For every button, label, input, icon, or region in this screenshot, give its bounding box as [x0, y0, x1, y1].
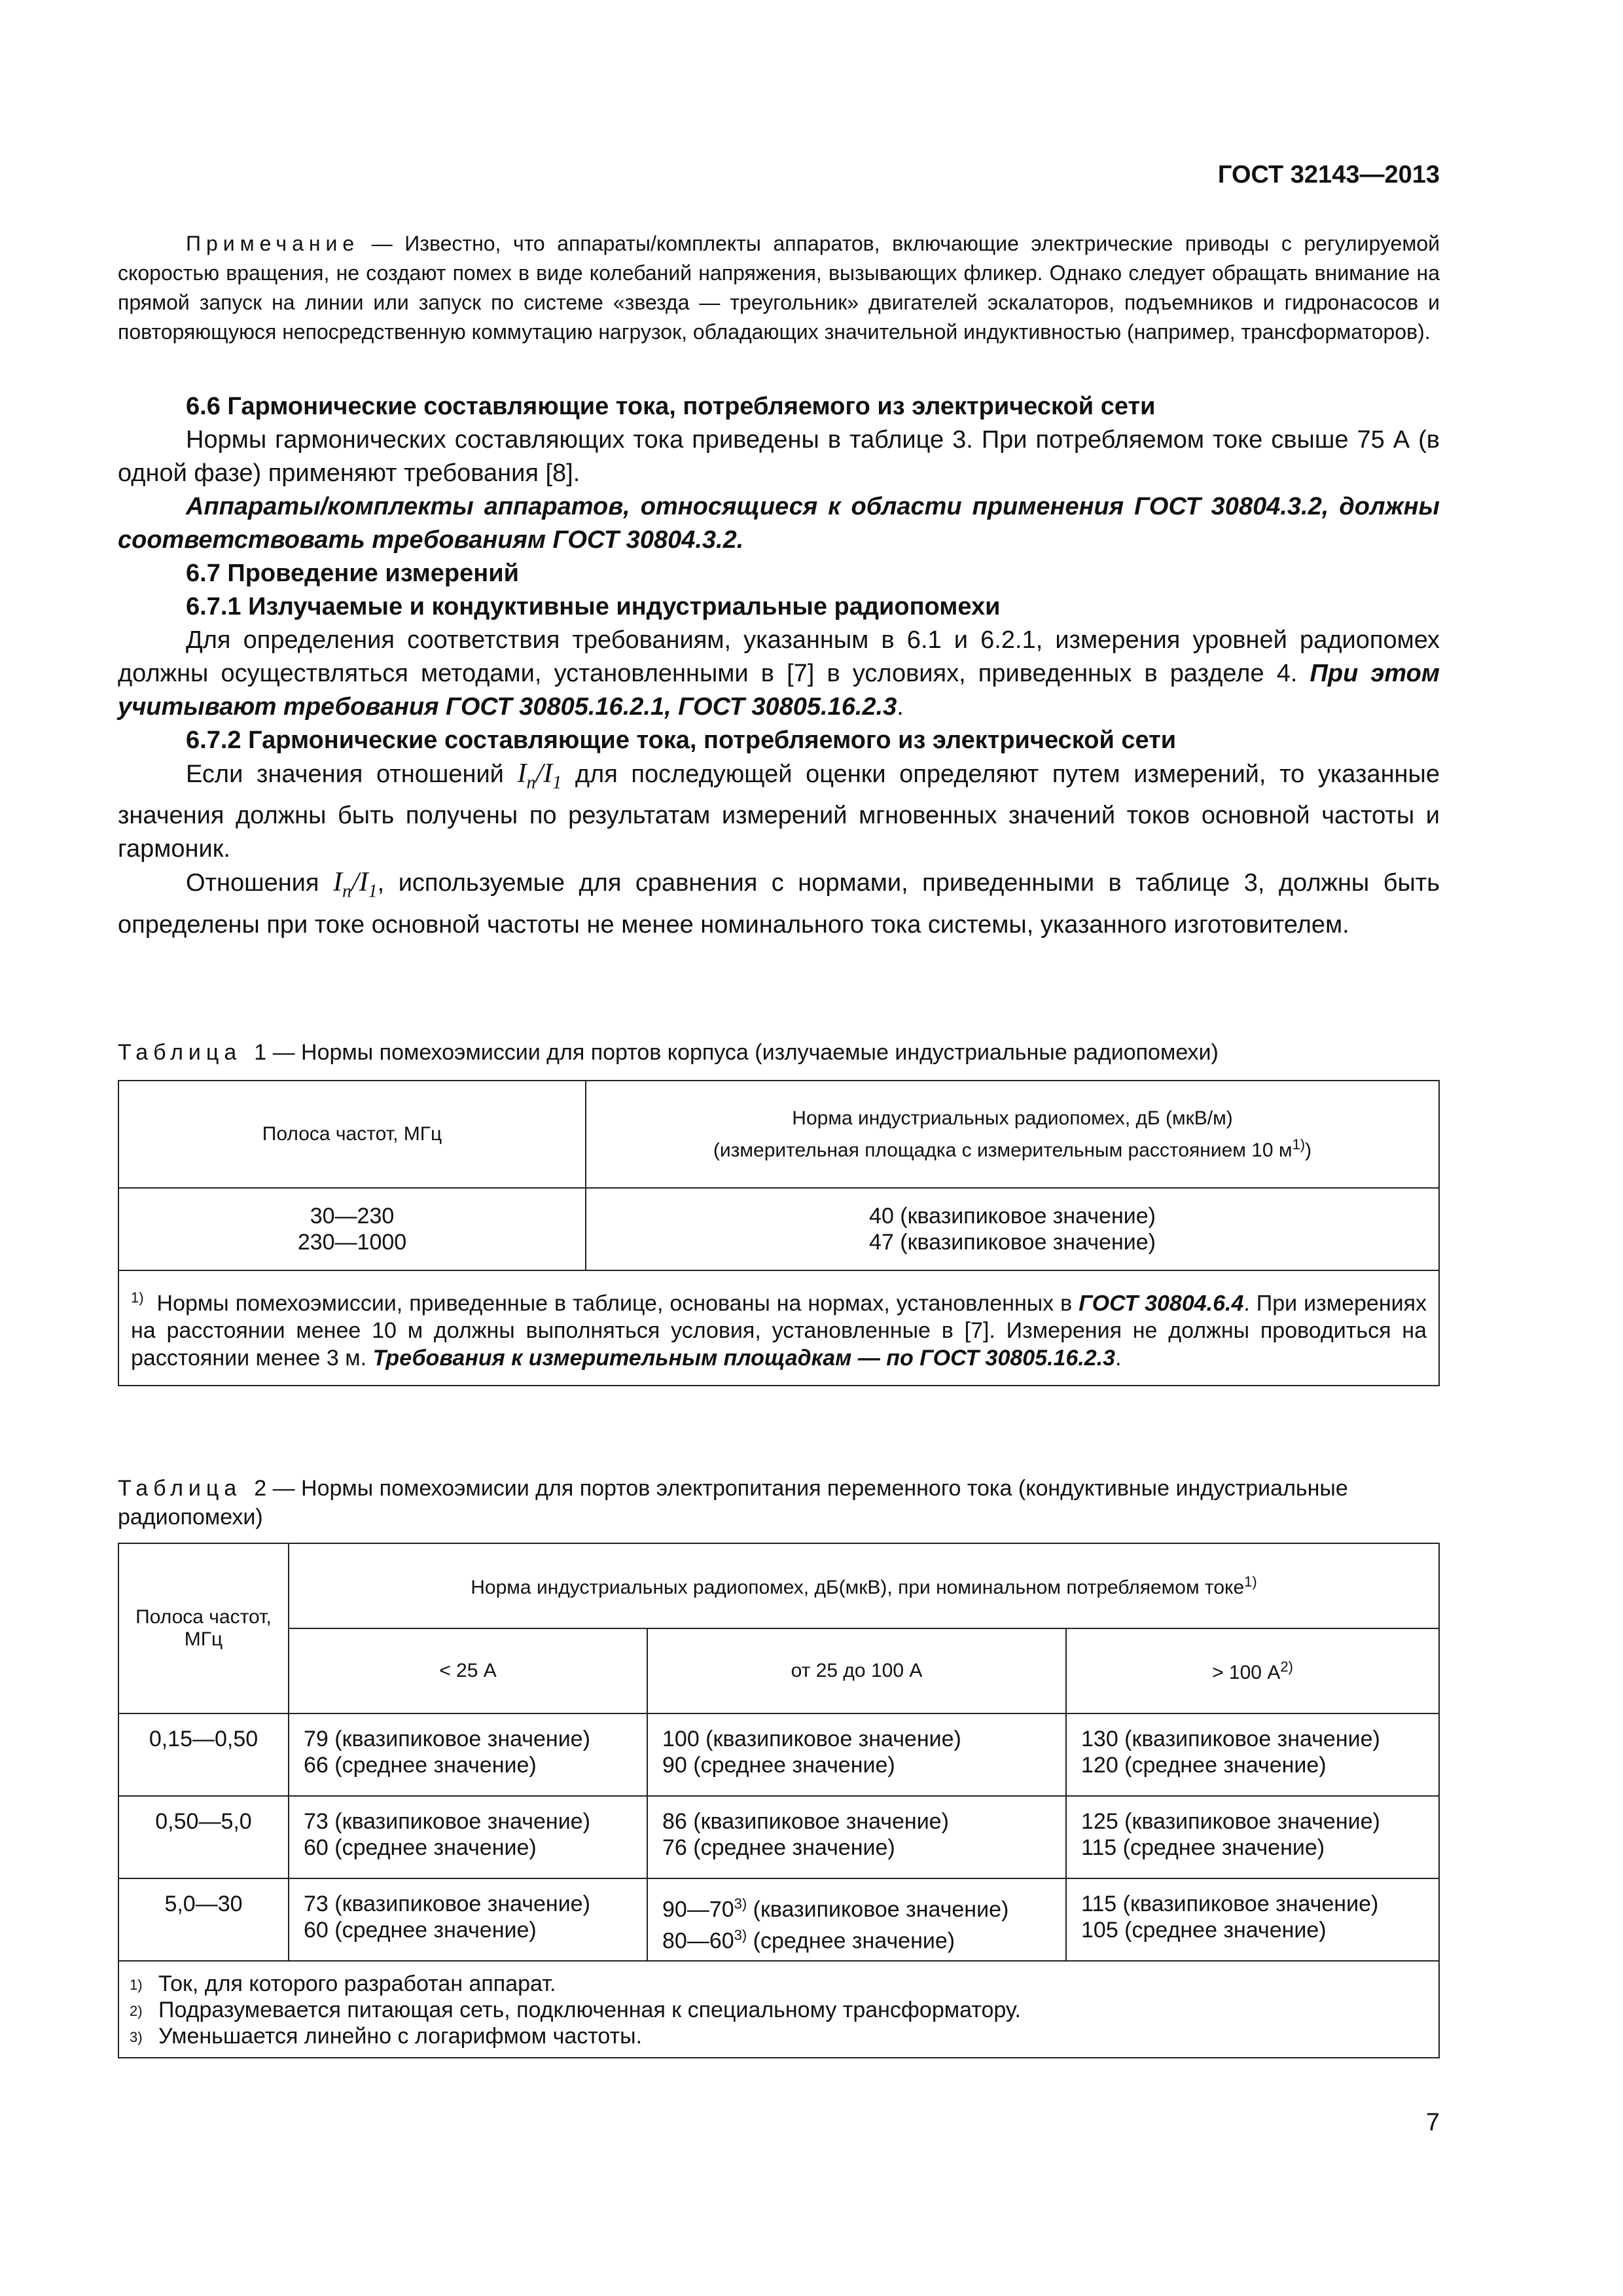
table2-footnotes [118, 1961, 1439, 2058]
paragraph: Нормы гармонических составляющих тока приведены в таблице 3. При потребляемом токе свыше 75 А (в одной фазе) применяют требования [8]. [118, 426, 1440, 487]
table2-subheader-25-100: от 25 до 100 А [647, 1628, 1066, 1713]
table-row: 0,50—5,0 73 (квазипиковое значение) 60 (среднее значение) 86 (квазипиковое значение) 76 (среднее значение) 125 (квазипиковое значение) 115 (среднее значение) [118, 1796, 1439, 1878]
table1-footnote: $^{1)}$ Нормы помехоэмиссии, приведенные в таблице, основаны на нормах, установленных в ГОСТ 30804.6.4. При измерениях на расстоянии менее 10 м должны выполняться условия, установленные в [7]. Измерения не должны проводиться на расстоянии менее 3 м. Требования к измерительным площадкам — по ГОСТ 30805.16.2.3. [118, 1270, 1439, 1386]
footnote: 1) Ток, для которого разработан аппарат. [130, 1971, 556, 1996]
note-label: Примечание [186, 232, 360, 255]
subsection-heading: 6.7.1 Излучаемые и кондуктивные индустриальные радиопомехи [186, 593, 1001, 620]
section-heading: 6.7 Проведение измерений [186, 560, 519, 587]
subsection-heading: 6.7.2 Гармонические составляющие тока, потребляемого из электрической сети [186, 726, 1177, 754]
table2-header-band: Полоса частот, МГц [118, 1543, 289, 1713]
table-row: 5,0—30 73 (квазипиковое значение) 60 (среднее значение) 90—70$^{3)}$ (квазипиковое значение) 80—60$^{3)}$ (среднее значение) 115 (квазипиковое значение) 105 (среднее значение) [118, 1878, 1439, 1961]
page-number: 7 [1425, 2109, 1440, 2136]
document-id: ГОСТ 32143—2013 [1217, 161, 1440, 188]
table2-subheader-lt25: < 25 А [289, 1628, 647, 1713]
ratio-formula: $I_n/I_1$ [332, 867, 378, 902]
note-text: — Известно, что аппараты/комплекты аппаратов, включающие электрические приводы с регулируемой скоростью вращения, не создают помех в виде колебаний напряжения, вызывающих фликер. Однако следует обращать внимание на прямой запуск на линии или запуск по системе «звезда — треугольник» двигателей эскалаторов, подъемников и гидронасосов и повторяющуюся непосредственную коммутацию нагрузок, обладающих значительной индуктивностью (например, трансформаторов). [118, 232, 1440, 344]
table2-header-norm: Норма индустриальных радиопомех, дБ(мкВ), при номинальном потребляемом токе$^{1)}$ [289, 1543, 1439, 1628]
paragraph-bold-italic: Аппараты/комплекты аппаратов, относящиеся к области применения ГОСТ 30804.3.2, должны соответствовать требованиям ГОСТ 30804.3.2. [118, 493, 1440, 554]
table1-caption: Таблица 1 — Нормы помехоэмиссии для портов корпуса (излучаемые индустриальные радиопомехи) [118, 1040, 1219, 1065]
table2-caption: Таблица 2 — Нормы помехоэмисии для портов электропитания переменного тока (кондуктивные индустриальные радиопомехи) [118, 1476, 1348, 1530]
table1-header-band: Полоса частот, МГц [118, 1081, 586, 1188]
note-paragraph [118, 229, 1440, 347]
table-row: 0,15—0,50 79 (квазипиковое значение) 66 (среднее значение) 100 (квазипиковое значение) 90 (среднее значение) 130 (квазипиковое значение) 120 (среднее значение) [118, 1713, 1439, 1796]
footnote: 2) Подразумевается питающая сеть, подключенная к специальному трансформатору. [130, 1998, 1021, 2022]
paragraph: Для определения соответствия требованиям, указанным в 6.1 и 6.2.1, измерения уровней радиопомех должны осуществляться методами, установленными в [7] в условиях, приведенных в разделе 4. При этом учитывают требования ГОСТ 30805.16.2.1, ГОСТ 30805.16.2.3. [118, 626, 1440, 721]
section-6-6 [118, 390, 1440, 942]
paragraph: Отношения $I_n/I_1$, используемые для сравнения с нормами, приведенными в таблице 3, должны быть определены при токе основной частоты не менее номинального тока системы, указанного изготовителем. [118, 867, 1440, 939]
table2-subheader-gt100: > 100 $А^{2)}$ [1066, 1628, 1439, 1713]
table1-header-norm: Норма индустриальных радиопомех, дБ (мкВ/м) (измерительная площадка с измерительным расстоянием 10 $м^{1)}$) [586, 1081, 1439, 1188]
table1-norms: 40 (квазипиковое значение) 47 (квазипиковое значение) [586, 1188, 1439, 1270]
section-heading: 6.6 Гармонические составляющие тока, потребляемого из электрической сети [186, 393, 1156, 420]
table1-bands: 30—230 230—1000 [118, 1188, 586, 1270]
ratio-formula: $I_n/I_1$ [517, 759, 562, 793]
table2 [118, 1543, 1440, 2058]
table1 [118, 1080, 1440, 1386]
paragraph: Если значения отношений $I_n/I_1$ для последующей оценки определяют путем измерений, то указанные значения должны быть получены по результатам измерений мгновенных значений токов основной частоты и гармоник. [118, 759, 1440, 863]
footnote: 3) Уменьшается линейно с логарифмом частоты. [130, 2024, 643, 2049]
